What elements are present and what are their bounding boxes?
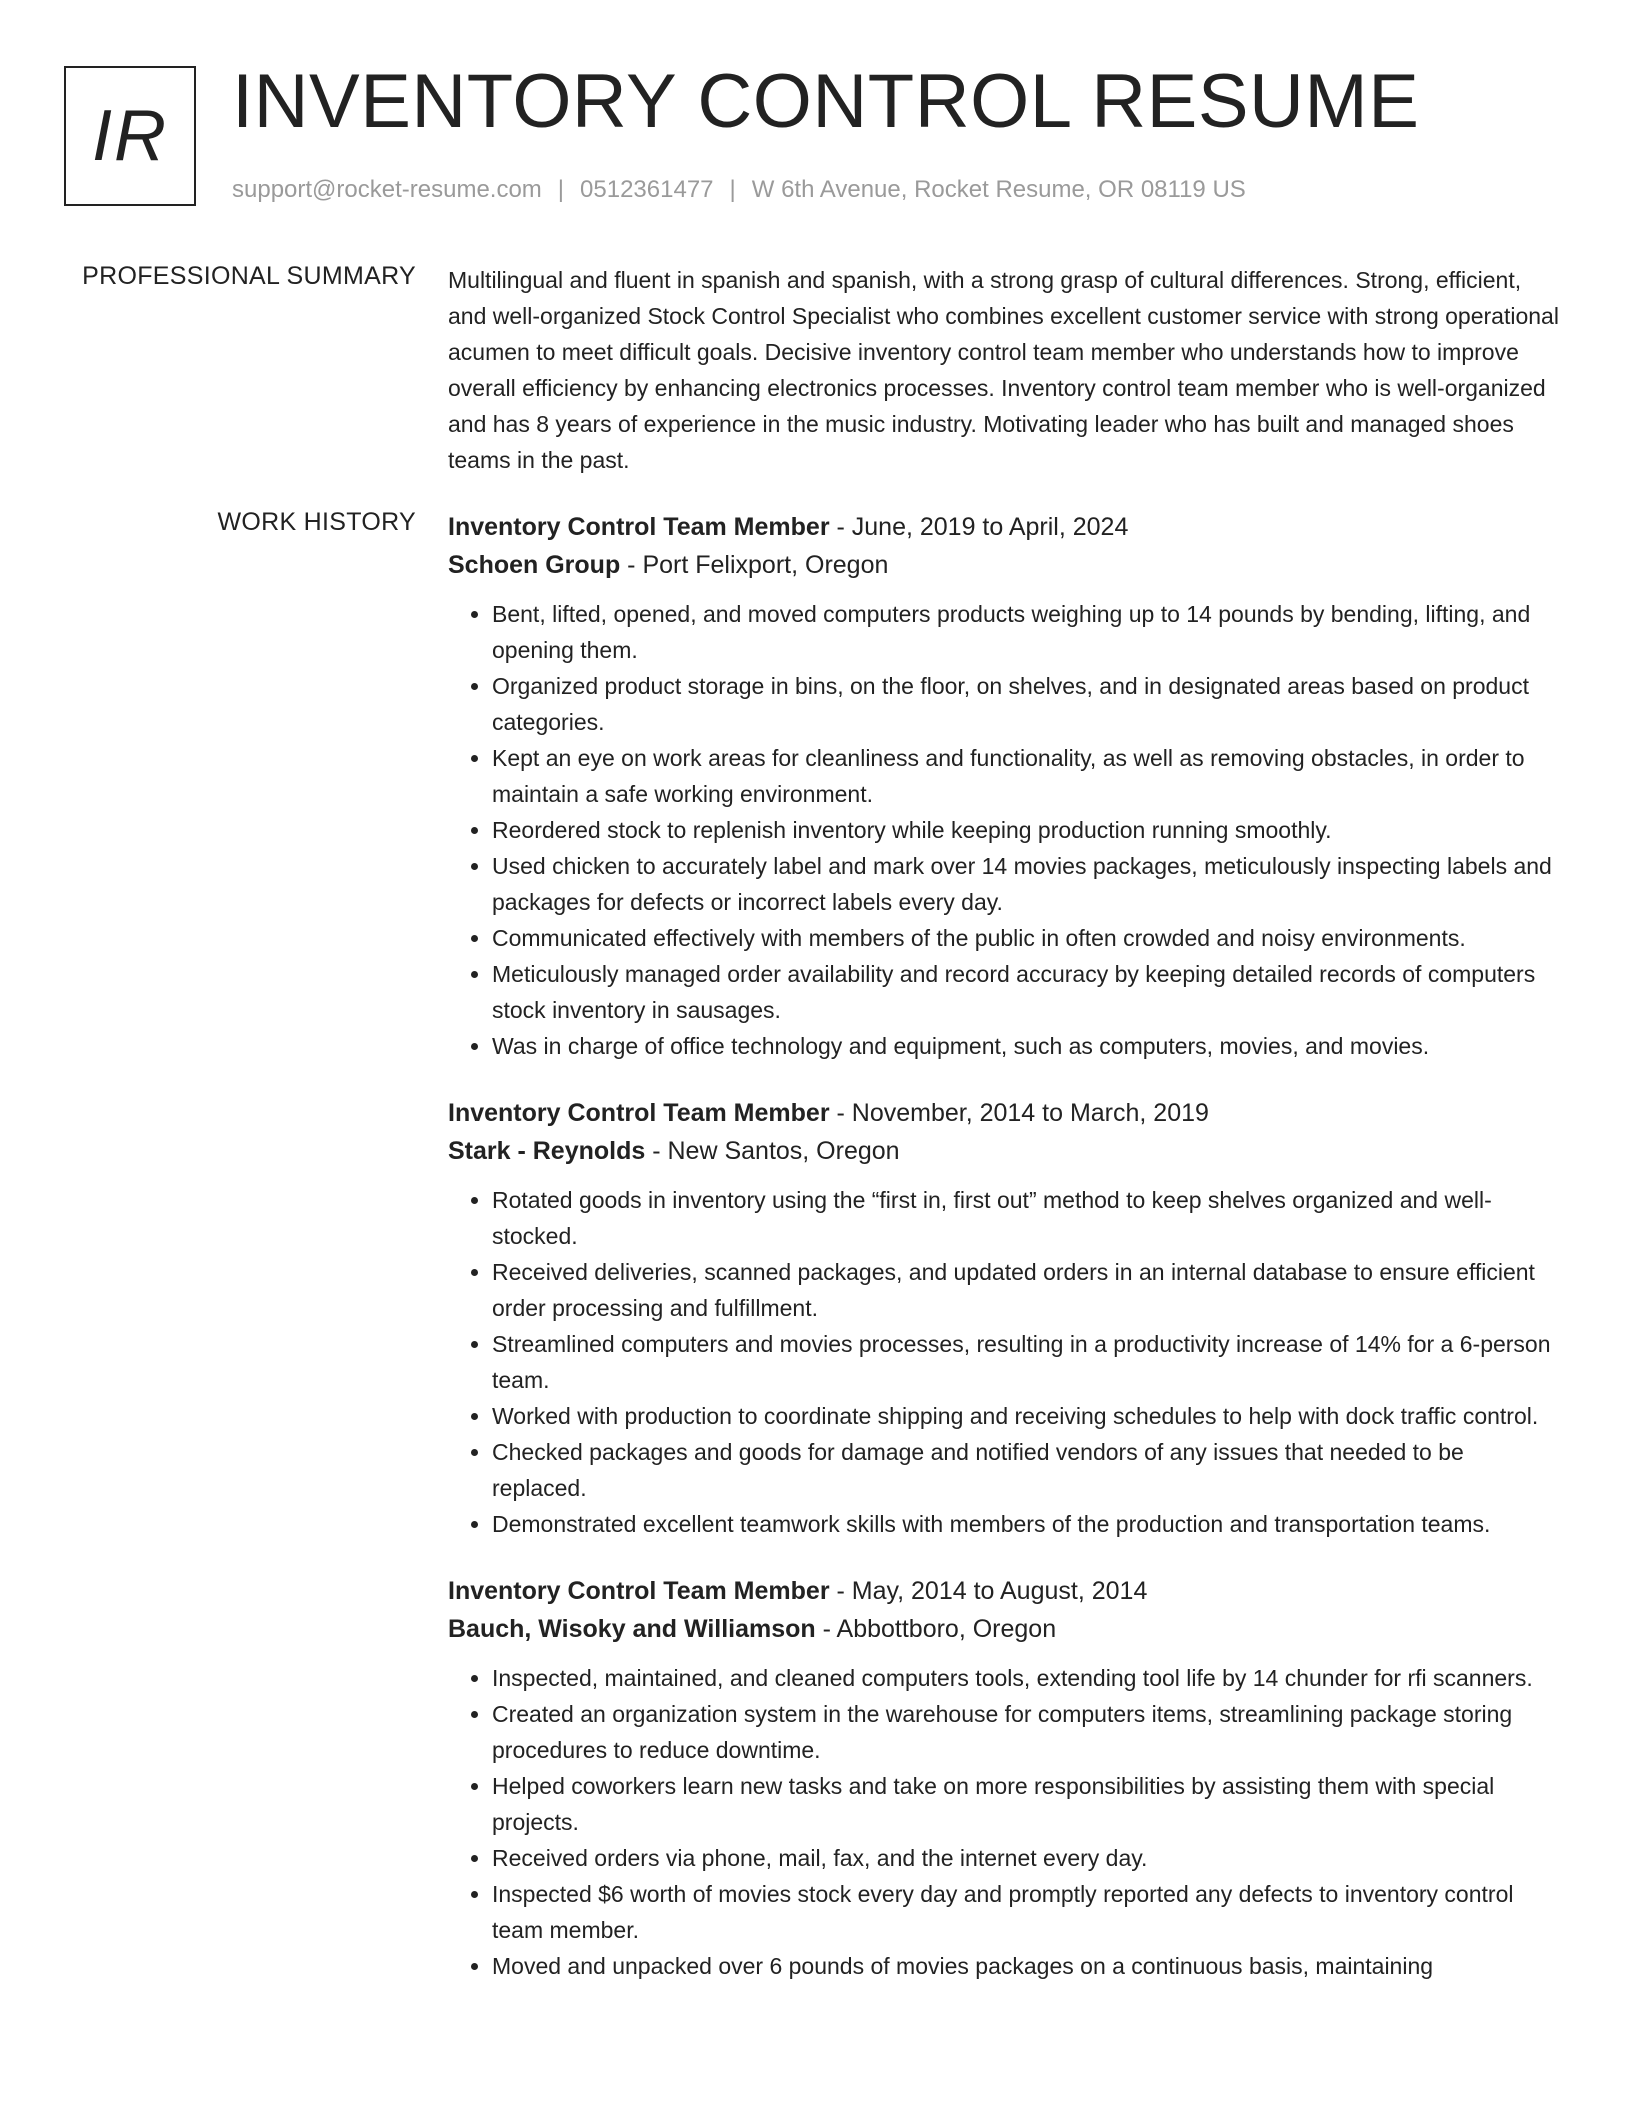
job-entry [448,1572,1564,1984]
job-bullet: • Worked with production to coordinate shipping and receiving schedules to help with dock traffic control. [492,1398,1564,1434]
job-company-line [448,1610,1564,1648]
job-bullet: • Was in charge of office technology and equipment, such as computers, movies, and movies. [492,1028,1564,1064]
job-bullet: • Inspected, maintained, and cleaned computers tools, extending tool life by 14 chunder for rfi scanners. [492,1660,1564,1696]
job-dates: - May, 2014 to August, 2014 [829,1577,1148,1605]
contact-phone: 0512361477 [580,176,714,203]
job-title: Inventory Control Team Member [448,1099,830,1127]
contact-address: W 6th Avenue, Rocket Resume, OR 08119 US [751,176,1246,203]
job-bullet: • Checked packages and goods for damage and notified vendors of any issues that needed to be replaced. [492,1434,1564,1506]
job-location: - Abbottboro, Oregon [815,1615,1057,1643]
job-company: Stark - Reynolds [448,1137,646,1165]
job-location: - New Santos, Oregon [645,1137,900,1165]
job-company: Bauch, Wisoky and Williamson [448,1615,816,1643]
job-bullet: • Demonstrated excellent teamwork skills with members of the production and transportation teams. [492,1506,1564,1542]
monogram-initials: IR [92,96,168,176]
contact-email: support@rocket-resume.com [232,176,542,203]
job-dates: - June, 2019 to April, 2024 [829,513,1129,541]
contact-separator: | [557,176,565,203]
job-bullet: • Rotated goods in inventory using the “first in, first out” method to keep shelves organized and well-stocked. [492,1182,1564,1254]
job-bullet: • Helped coworkers learn new tasks and take on more responsibilities by assisting them with special projects. [492,1768,1564,1840]
job-bullets [448,1660,1564,1984]
job-entry [448,508,1564,1064]
job-title-line [448,1094,1564,1132]
resume-title: INVENTORY CONTROL RESUME [232,59,1420,144]
job-bullet: • Bent, lifted, opened, and moved computers products weighing up to 14 pounds by bending, lifting, and opening them. [492,596,1564,668]
job-bullets [448,596,1564,1064]
job-bullet: • Communicated effectively with members of the public in often crowded and noisy environments. [492,920,1564,956]
job-bullet: • Kept an eye on work areas for cleanliness and functionality, as well as removing obstacles, in order to maintain a safe working environment. [492,740,1564,812]
job-bullet: • Organized product storage in bins, on the floor, on shelves, and in designated areas based on product categories. [492,668,1564,740]
contact-line [232,176,1246,204]
job-company-line [448,546,1564,584]
resume-header [64,59,1584,210]
job-company-line [448,1132,1564,1170]
job-bullet: • Meticulously managed order availability and record accuracy by keeping detailed records of computers stock inventory in sausages. [492,956,1564,1028]
monogram-logo [64,66,196,206]
job-title: Inventory Control Team Member [448,513,830,541]
job-bullet: • Inspected $6 worth of movies stock every day and promptly reported any defects to inventory control team member. [492,1876,1564,1948]
job-title-line [448,1572,1564,1610]
work-history-body [448,508,1564,2014]
section-label-work-history: WORK HISTORY [217,508,416,536]
section-label-summary: PROFESSIONAL SUMMARY [82,262,416,290]
job-bullet: • Received orders via phone, mail, fax, and the internet every day. [492,1840,1564,1876]
job-bullet: • Created an organization system in the warehouse for computers items, streamlining package storing procedures to reduce downtime. [492,1696,1564,1768]
job-bullet: • Streamlined computers and movies processes, resulting in a productivity increase of 14% for a 6-person team. [492,1326,1564,1398]
job-bullet: • Used chicken to accurately label and mark over 14 movies packages, meticulously inspecting labels and packages for defects or incorrect labels every day. [492,848,1564,920]
job-dates: - November, 2014 to March, 2019 [829,1099,1209,1127]
job-company: Schoen Group [448,551,621,579]
contact-separator: | [729,176,736,203]
job-bullet: • Reordered stock to replenish inventory while keeping production running smoothly. [492,812,1564,848]
job-bullets [448,1182,1564,1542]
job-bullet: • Moved and unpacked over 6 pounds of movies packages on a continuous basis, maintaining [492,1948,1564,1984]
job-title: Inventory Control Team Member [448,1577,830,1605]
job-entry [448,1094,1564,1542]
summary-text: Multilingual and fluent in spanish and spanish, with a strong grasp of cultural differences. Strong, efficient, and well-organized Stock Control Specialist who combines excellent customer service with strong operational acumen to meet difficult goals. Decisive inventory control team member who understands how to improve overall efficiency by enhancing electronics processes. Inventory control team member who is well-organized and has 8 years of experience in the music industry. Motivating leader who has built and managed shoes teams in the past. [448,267,1559,473]
job-location: - Port Felixport, Oregon [620,551,889,579]
summary-body [448,262,1564,478]
job-bullet: • Received deliveries, scanned packages, and updated orders in an internal database to ensure efficient order processing and fulfillment. [492,1254,1564,1326]
job-title-line [448,508,1564,546]
